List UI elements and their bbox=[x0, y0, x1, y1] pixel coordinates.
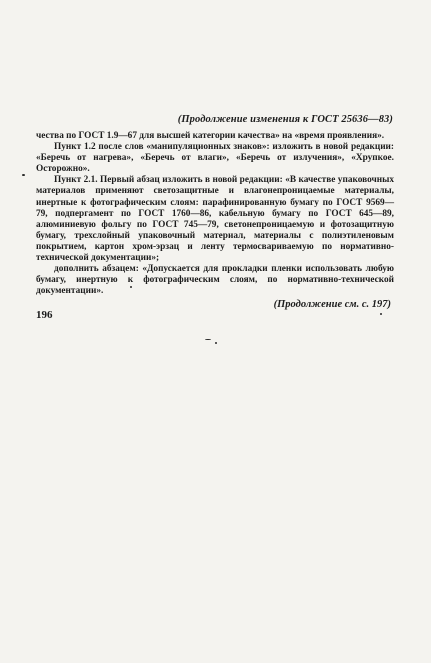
scan-speck bbox=[215, 342, 217, 344]
page-number: 196 bbox=[36, 309, 53, 321]
continuation-note: (Продолжение см. с. 197) bbox=[273, 299, 391, 310]
scan-speck bbox=[22, 174, 25, 176]
scan-speck bbox=[205, 339, 211, 340]
scan-speck bbox=[380, 313, 382, 315]
paragraph-addition: дополнить абзацем: «Допускается для прокладки пленки использовать любую бумагу, инертную к фотографическим слоям, по нормативно-технической документации». bbox=[36, 264, 394, 297]
paragraph-item-2-1: Пункт 2.1. Первый абзац изложить в новой редакции: «В качестве упаковочных материалов применяют светозащитные и влагонепроницаемые материалы, инертные к фотографическим слоям: парафинированную бумагу по ГОСТ 9569—79, подпергамент по ГОСТ 1760—86, кабельную бумагу по ГОСТ 645—89, алюминиевую фольгу по ГОСТ 745—79, светонепроницаемую и фотозащитную бумагу, трехслойный упаковочный материал, материалы с полиэтиленовым покрытием, картон хром-эрзац и ленту термосвариваемую по нормативно-технической документации»; bbox=[36, 175, 394, 264]
scan-speck bbox=[130, 286, 132, 288]
running-header: (Продолжение изменения к ГОСТ 25636—83) bbox=[177, 114, 393, 125]
paragraph-item-1-2: Пункт 1.2 после слов «манипуляционных знаков»: изложить в новой редакции: «Беречь от нагрева», «Беречь от влаги», «Беречь от излучения», «Хрупкое. Осторожно». bbox=[36, 142, 394, 175]
body-text bbox=[36, 131, 394, 297]
paragraph-continuation: чества по ГОСТ 1.9—67 для высшей категории качества» на «время проявления». bbox=[36, 131, 385, 141]
